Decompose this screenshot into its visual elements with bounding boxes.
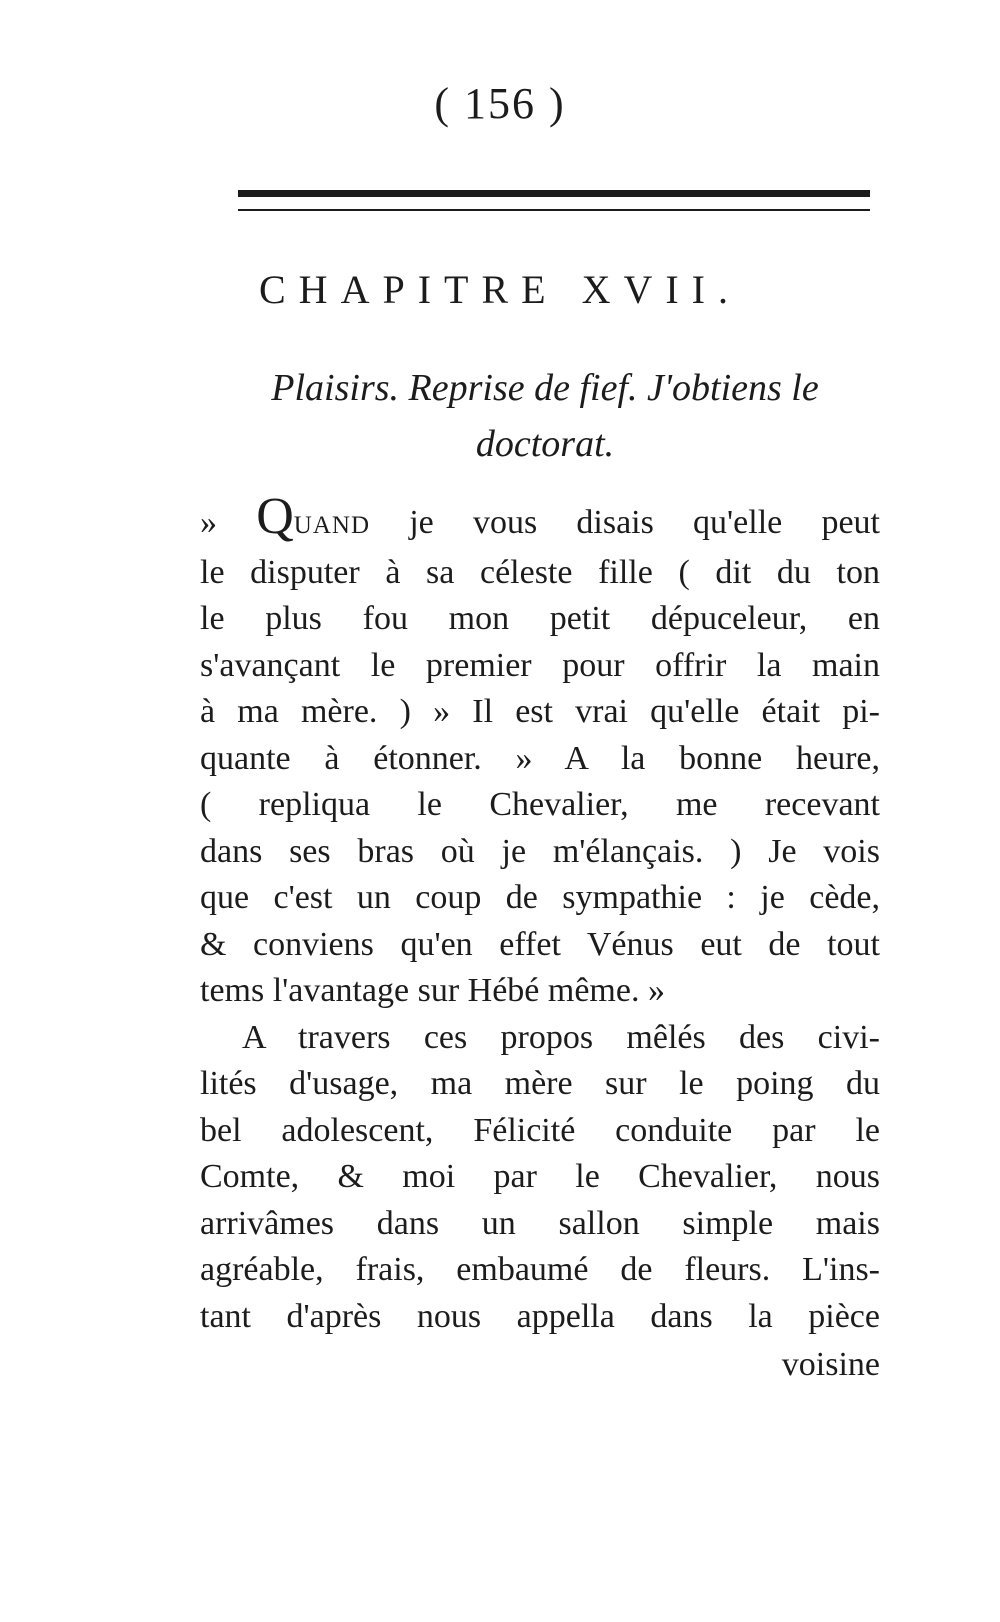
text-line: ( repliqua le Chevalier, me recevant (200, 786, 880, 823)
header-rule-thick (238, 190, 870, 197)
small-caps-word: UAND (293, 512, 370, 539)
text-line: le plus fou mon petit dépuceleur, en (200, 600, 880, 637)
text-line: A travers ces propos mêlés des civi- (242, 1018, 880, 1056)
text-line: agréable, frais, embaumé de fleurs. L'ins- (200, 1251, 880, 1288)
text-line: tems l'avantage sur Hébé même. » (200, 972, 665, 1009)
summary-line-2: doctorat. (475, 423, 615, 465)
summary-line-1: Plaisirs. Reprise de fief. J'obtiens le (271, 367, 819, 409)
catchword: voisine (781, 1346, 880, 1383)
drop-cap: Q (256, 488, 294, 545)
text-line: & conviens qu'en effet Vénus eut de tout (200, 925, 880, 963)
text-line: lités d'usage, ma mère sur le poing du (200, 1065, 880, 1102)
text-line: à ma mère. ) » Il est vrai qu'elle était pi- (200, 693, 880, 730)
text-line: tant d'après nous appella dans la pièce (200, 1297, 880, 1335)
chapter-title: CHAPITRE XVII. (259, 267, 741, 312)
paragraph-1 (200, 488, 881, 1015)
text-line: Comte, & moi par le Chevalier, nous (200, 1158, 880, 1195)
text-line: bel adolescent, Félicité conduite par le (200, 1111, 880, 1149)
opening-quote-mark: » (200, 504, 217, 541)
text-line: que c'est un coup de sympathie : je cède, (200, 879, 880, 916)
text-line: le disputer à sa céleste fille ( dit du ton (200, 553, 880, 591)
text-line: quante à étonner. » A la bonne heure, (200, 739, 880, 777)
chapter-summary (215, 360, 875, 472)
page-number: ( 156 ) (434, 79, 566, 128)
text-line: s'avançant le premier pour offrir la main (200, 646, 880, 684)
paragraph-2 (200, 1015, 880, 1341)
text-line: arrivâmes dans un sallon simple mais (200, 1204, 880, 1242)
body-text (200, 488, 881, 1340)
header-rule-thin (238, 209, 870, 211)
text-line: » QUAND je vous disais qu'elle peut (200, 488, 881, 545)
text-line: dans ses bras où je m'élançais. ) Je vois (200, 832, 880, 870)
